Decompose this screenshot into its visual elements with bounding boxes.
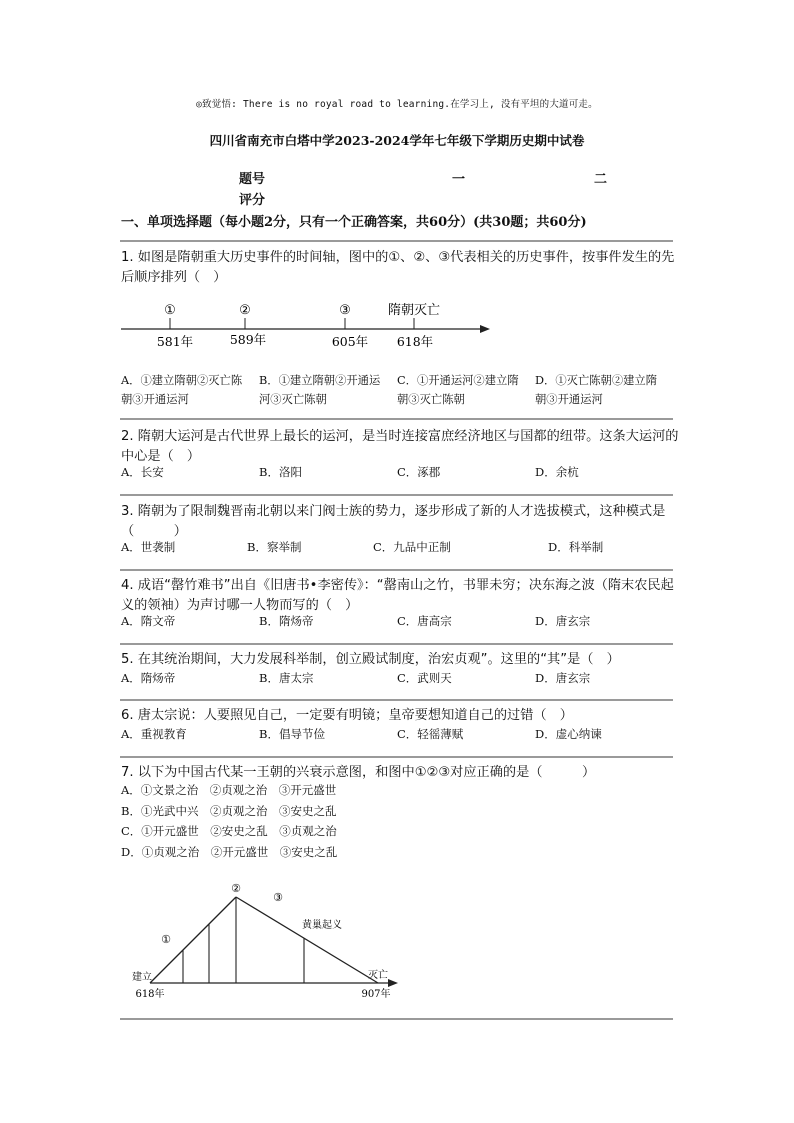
question-3-option-c: C．九品中正制 (373, 540, 451, 554)
sui-timeline-figure (112, 298, 502, 356)
timeline-year-2: 589年 (229, 332, 267, 347)
question-6-option-b: B．倡导节俭 (259, 727, 325, 741)
timeline-marker-3: ③ (339, 303, 351, 318)
end-year: 907年 (361, 989, 391, 1000)
question-5-option-c: C．武则天 (397, 671, 452, 685)
question-5-option-b: B．唐太宗 (259, 671, 314, 685)
timeline-year-3: 605年 (331, 334, 369, 349)
question-7-option-a: A．①文景之治 ②贞观之治 ③开元盛世 (121, 783, 337, 797)
divider (120, 569, 673, 571)
divider (120, 756, 673, 758)
divider (120, 418, 673, 420)
question-6-option-d: D．虚心纳谏 (535, 727, 602, 741)
question-2-option-c: C．涿郡 (397, 465, 441, 479)
timeline-marker-4: 隋朝灭亡 (387, 303, 441, 318)
question-3-option-b: B．察举制 (247, 540, 302, 554)
baseline-arrow-icon (388, 979, 398, 987)
question-4-option-a: A．隋文帝 (121, 614, 176, 628)
question-4-option-d: D．唐玄宗 (535, 614, 591, 628)
question-2-option-d: D．余杭 (535, 465, 579, 479)
timeline-marker-2: ② (239, 303, 251, 318)
question-1-option-b: B．①建立隋朝②开通运河③灭亡陈朝 (259, 374, 381, 406)
question-2-option-b: B．洛阳 (259, 465, 302, 479)
score-col-two: 二 (594, 172, 608, 187)
huangchao-label: 黄巢起义 (302, 920, 342, 931)
section-heading: 一、单项选择题（每小题2分，只有一个正确答案，共60分）(共30题；共60分) (121, 215, 587, 230)
start-label: 建立 (132, 972, 152, 983)
question-7-option-d: D．①贞观之治 ②开元盛世 ③安史之乱 (121, 845, 338, 859)
question-2-text: 2. 隋朝大运河是古代世界上最长的运河，是当时连接富庶经济地区与国都的纽带。这条大运河的中心是（ ） (121, 429, 679, 464)
question-4-option-b: B．隋炀帝 (259, 614, 314, 628)
motto-line: ◎致觉悟: There is no royal road to learning.在学习上, 没有平坦的大道可走。 (196, 99, 598, 110)
divider (120, 699, 673, 701)
question-1-option-a: A．①建立隋朝②灭亡陈朝③开通运河 (121, 374, 243, 406)
divider (120, 240, 673, 242)
timeline-arrow-icon (480, 325, 490, 333)
timeline-marker-1: ① (164, 303, 176, 318)
question-1-text: 1. 如图是隋朝重大历史事件的时间轴，图中的①、②、③代表相关的历史事件，按事件发生的先后顺序排列（ ） (121, 250, 675, 285)
figure-mark-1: ① (161, 933, 171, 946)
divider (120, 643, 673, 645)
decline-line (236, 897, 378, 983)
question-6-text: 6. 唐太宗说：人要照见自己，一定要有明镜；皇帝要想知道自己的过错（ ） (121, 708, 573, 723)
exam-title: 四川省南充市白塔中学2023-2024学年七年级下学期历史期中试卷 (209, 133, 585, 148)
timeline-year-1: 581年 (156, 334, 194, 349)
divider (120, 494, 673, 496)
question-7-option-c: C．①开元盛世 ②安史之乱 ③贞观之治 (121, 824, 337, 838)
divider (120, 1018, 673, 1020)
question-4-text: 4. 成语“罄竹难书”出自《旧唐书•李密传》：“罄南山之竹，书罪未穷；决东海之波（隋末农民起义的领袖）为声讨哪一人物而写的（ ） (121, 578, 674, 613)
question-6-option-a: A．重视教育 (121, 727, 187, 741)
figure-mark-2: ② (231, 882, 241, 895)
question-5-option-d: D．唐玄宗 (535, 671, 591, 685)
question-1-option-c: C．①开通运河②建立隋朝③灭亡陈朝 (397, 374, 519, 406)
figure-mark-3: ③ (273, 891, 283, 904)
start-year: 618年 (135, 989, 165, 1000)
question-4-option-c: C．唐高宗 (397, 614, 452, 628)
timeline-year-4: 618年 (396, 334, 434, 349)
question-6-option-c: C．轻徭薄赋 (397, 727, 464, 741)
score-row-label-score: 评分 (239, 193, 266, 208)
question-3-option-d: D．科举制 (548, 540, 604, 554)
question-5-option-a: A．隋炀帝 (121, 671, 176, 685)
question-7-text: 7. 以下为中国古代某一王朝的兴衰示意图，和图中①②③对应正确的是（ ） (121, 765, 596, 780)
end-label: 灭亡 (368, 970, 388, 981)
question-3-text: 3. 隋朝为了限制魏晋南北朝以来门阀士族的势力，逐步形成了新的人才选拔模式，这种模式是（ ） (121, 504, 666, 539)
question-3-option-a: A．世袭制 (121, 540, 176, 554)
question-7-option-b: B．①光武中兴 ②贞观之治 ③安史之乱 (121, 804, 337, 818)
question-2-option-a: A．长安 (121, 465, 164, 479)
score-row-label-number: 题号 (239, 172, 266, 187)
question-5-text: 5. 在其统治期间，大力发展科举制，创立殿试制度，治宏贞观”。这里的“其”是（ ） (121, 652, 620, 667)
question-1-option-d: D．①灭亡陈朝②建立隋朝③开通运河 (535, 374, 658, 406)
dynasty-rise-fall-figure (120, 877, 410, 1002)
score-col-one: 一 (452, 172, 466, 187)
